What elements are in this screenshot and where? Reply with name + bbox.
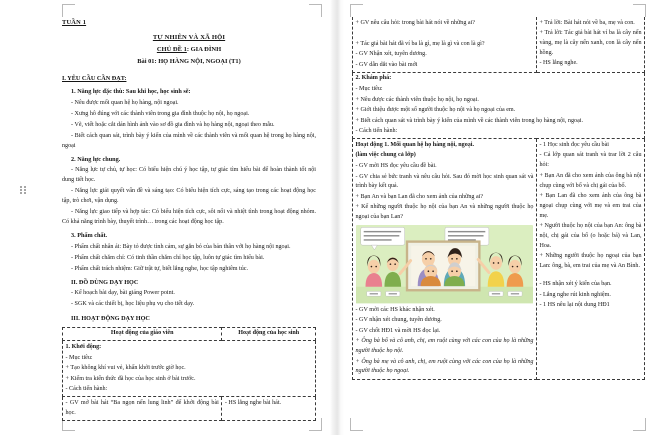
table-row (353, 72, 645, 138)
list-item: - Năng lực tự chủ, tự học: Có biểu hiện chú ý học tập, tự giác tìm hiểu bài để hoàn thành tốt nội dung tiết học. (62, 167, 316, 184)
teacher-step: - GV Nhận xét, tuyên dương. (355, 51, 427, 58)
activity-1-goal-label: - Mục tiêu: (65, 354, 93, 361)
activity-2-goal: + Biết cách quan sát và trình bày ý kiến của mình về các thành viên trong họ hàng nội, ngoại. (355, 117, 583, 124)
crop-mark-top-left (62, 4, 75, 17)
student-step: - 1 HS nêu lại nội dung HĐ1 (539, 302, 610, 309)
theme-prefix: CHỦ ĐỀ 1 (156, 46, 187, 54)
conclusion-line: + Ông bà bố và cô anh, chị, em ruột cùng với các con của họ là những người thuộc họ nội. (355, 338, 534, 355)
activity-2-intro-cell (353, 72, 645, 138)
teacher-cell (63, 397, 222, 421)
activity-1-goal: + Tạo không khí vui vẻ, khấn khởi trước giờ học. (65, 365, 186, 372)
activity-1-goal: + Kiểm tra kiến thức đã học của học sinh ở bài trước. (65, 375, 196, 382)
week-label: TUẦN 1 (62, 19, 87, 26)
crop-mark-top-right (309, 4, 322, 17)
theme-name: : GIA ĐÌNH (186, 46, 222, 54)
crop-mark-bottom-left (350, 418, 363, 431)
section-1-sub-3-heading: 3. Phẩm chất. (71, 232, 108, 240)
table-row (63, 341, 316, 397)
family-photo-illustration (356, 225, 534, 303)
teacher-step: - GV dẫn dắt vào bài mới (355, 61, 418, 68)
teacher-step: - GV nhận xét chung, tuyên dương. (355, 317, 442, 324)
column-header-teacher: Hoạt động của giáo viên (63, 327, 222, 341)
teacher-step: + Bạn An và bạn Lan đã cho xem ảnh của những ai? (355, 193, 484, 200)
activity-2-goal-label: - Mục tiêu: (355, 85, 383, 92)
student-step: - HS lắng nghe bài hát. (224, 399, 282, 406)
sub-activity-title-line2: (làm việc chung cả lớp) (355, 152, 416, 159)
section-2-heading: II. ĐỒ DÙNG DẠY HỌC (71, 279, 139, 287)
table-header-row (63, 327, 316, 341)
table-row (353, 139, 645, 379)
activity-2-goal: + Nêu được các thành viên thuộc họ nội, họ ngoại. (355, 96, 479, 103)
activity-table-right (352, 17, 645, 380)
teacher-step: + Tác giả bài hát đã ví ba là gì, mẹ là gì và con là gì? (355, 40, 485, 47)
theme-title (62, 45, 316, 56)
teacher-step: - GV mời các HS khác nhận xét. (355, 306, 435, 313)
student-cell (536, 139, 644, 379)
activity-1-intro-cell (63, 341, 316, 397)
section-1-sub-1-heading: 1. Năng lực đặc thù: Sau khi học, học sinh sẽ: (71, 88, 191, 96)
list-item: - Xưng hô đúng với các thành viên trong gia đình thuộc họ nội, họ ngoại. (71, 110, 250, 117)
paragraph-drag-handle[interactable] (20, 186, 27, 197)
list-item: - Phẩm chất chăm chỉ: Có tinh thần chăm chỉ học tập, luôn tự giác tìm hiểu bài. (71, 254, 265, 261)
table-row (63, 397, 316, 421)
activity-table-left (62, 327, 316, 421)
teacher-step: + Kể những người thuộc họ nội của bạn An và những người thuộc họ ngoại của bạn Lan? (355, 204, 534, 221)
list-item: - Phẩm chất nhân ái: Bày tỏ được tình cảm, sự gắn bó của bản thân với họ hàng nội ngoại. (71, 243, 291, 250)
list-item: - Năng lực giải quyết vấn đề và sáng tạo: Có biểu hiện tích cực, sáng tạo trong các hoạt động học tập, trò chơi, vận dụng. (62, 188, 316, 205)
table-row (353, 17, 645, 72)
activity-2-title: 2. Khám phá: (355, 75, 392, 82)
student-step: - 1 Học sinh đọc yêu cầu bài (539, 141, 610, 148)
student-cell (222, 397, 316, 421)
list-item: - SGK và các thiết bị, học liệu phụ vụ cho tiết dạy. (71, 301, 195, 308)
student-step: - HS lắng nghe. (539, 60, 578, 67)
teacher-cell (353, 17, 537, 72)
student-step: + Người thuộc họ nội của bạn An: ông bà nội, chị gái của bố (o hoặc bá) và Lan, Hoa. (539, 223, 642, 249)
list-item: - Nêu được mối quan hệ họ hàng, nội ngoại. (71, 99, 179, 106)
student-cell (536, 17, 644, 72)
conclusion-line: + Ông bà mẹ và cô anh, chị, em ruột cùng với các con của họ là những người thuộc họ ngoại. (355, 358, 534, 375)
activity-1-method-label: - Cách tiến hành: (65, 386, 108, 393)
list-item: - Biết cách quan sát, trình bày ý kiến của mình về các thành viên và mối quan hệ trong họ hàng nội, ngoại (62, 132, 316, 149)
list-item: - Phẩm chất trách nhiệm: Giữ trật tự, biết lắng nghe, học tập nghiêm túc. (71, 265, 249, 272)
lesson-title-block (62, 33, 316, 67)
student-step: + Trả lời: Tác giả bài hát ví ba là cây nến vàng, mẹ là cây nến xanh, con là cây nến hồng. (539, 30, 642, 56)
column-header-student: Hoạt động của học sinh (222, 327, 316, 341)
section-1-sub-2-heading: 2. Năng lực chung. (71, 156, 121, 164)
student-step: - HS nhận xét ý kiến của bạn. (539, 281, 612, 288)
list-item: - Kế hoạch bài dạy, bài giảng Power point. (71, 290, 175, 297)
list-item: - Vẽ, viết hoặc cắt dán hình ảnh vào sơ đồ gia đình và họ hàng nội, ngoại theo mẫu. (71, 121, 275, 128)
page-left-content (62, 18, 316, 421)
crop-mark-bottom-right (633, 418, 646, 431)
student-step: + Trả lời: Bài hát nói về ba, mẹ và con. (539, 19, 635, 26)
section-3-heading: III. HOẠT ĐỘNG DẠY HỌC (71, 314, 150, 322)
teacher-step-spacer (356, 29, 534, 39)
activity-2-method-label: - Cách tiến hành: (355, 128, 398, 135)
teacher-step: - GV mở bài hát “Ba ngọn nến lung linh” để khởi động bài học. (65, 399, 219, 416)
student-step: - Lắng nghe rút kinh nghiệm. (539, 291, 611, 298)
teacher-step: - GV chia sẻ bức tranh và nêu câu hỏi. Sau đó mời học sinh quan sát và trình bày kết quả. (355, 173, 534, 190)
document-page-right[interactable] (344, 0, 650, 435)
teacher-step: - GV mời HS đọc yêu cầu đề bài. (355, 163, 437, 170)
teacher-step: - GV chốt HĐ1 và mời HS đọc lại. (355, 327, 441, 334)
page-right-content (352, 14, 645, 380)
subject-title: TỰ NHIÊN VÀ XÃ HỘI (152, 34, 226, 42)
lesson-title: Bài 01: HỌ HÀNG NỘI, NGOẠI (T1) (137, 57, 241, 65)
activity-2-goal: + Giới thiệu được một số người thuộc họ nội và họ ngoại của em. (355, 107, 516, 114)
student-step: + Những người thuộc họ ngoại của bạn Lan: ông, bà, em trai của mẹ và An Bình. (539, 253, 642, 269)
page-gutter (330, 0, 344, 435)
student-step: + Bạn Lan đã cho xem ảnh của ông bà ngoại chụp cùng với mẹ và em trai của mẹ. (539, 193, 642, 219)
teacher-cell (353, 139, 537, 379)
framed-family-photo (407, 242, 479, 291)
student-step: + Bạn An đã cho xem ảnh của ông bà nội chụp cùng với bố và chị gái của bố. (539, 172, 642, 189)
student-step: - Cả lớp quan sát tranh và trar lời 2 câu hỏi: (539, 152, 642, 169)
activity-1-title: 1. Khởi động: (65, 343, 102, 350)
list-item: - Năng lực giao tiếp và hợp tác: Có biểu hiện tích cực, sôi nổi và nhiệt tình trong hoạt động nhóm. Có khả năng trình bày, thuyết trình… trong các hoạt động học tập. (62, 209, 316, 225)
section-1-heading: I. YÊU CẦU CẦN ĐẠT: (62, 74, 127, 82)
teacher-step: + GV nêu câu hỏi: trong bài hát nói về những ai? (355, 19, 476, 26)
sub-activity-title-line1: Hoạt động 1. Mối quan hệ họ hàng nội, ngoại. (355, 141, 475, 148)
